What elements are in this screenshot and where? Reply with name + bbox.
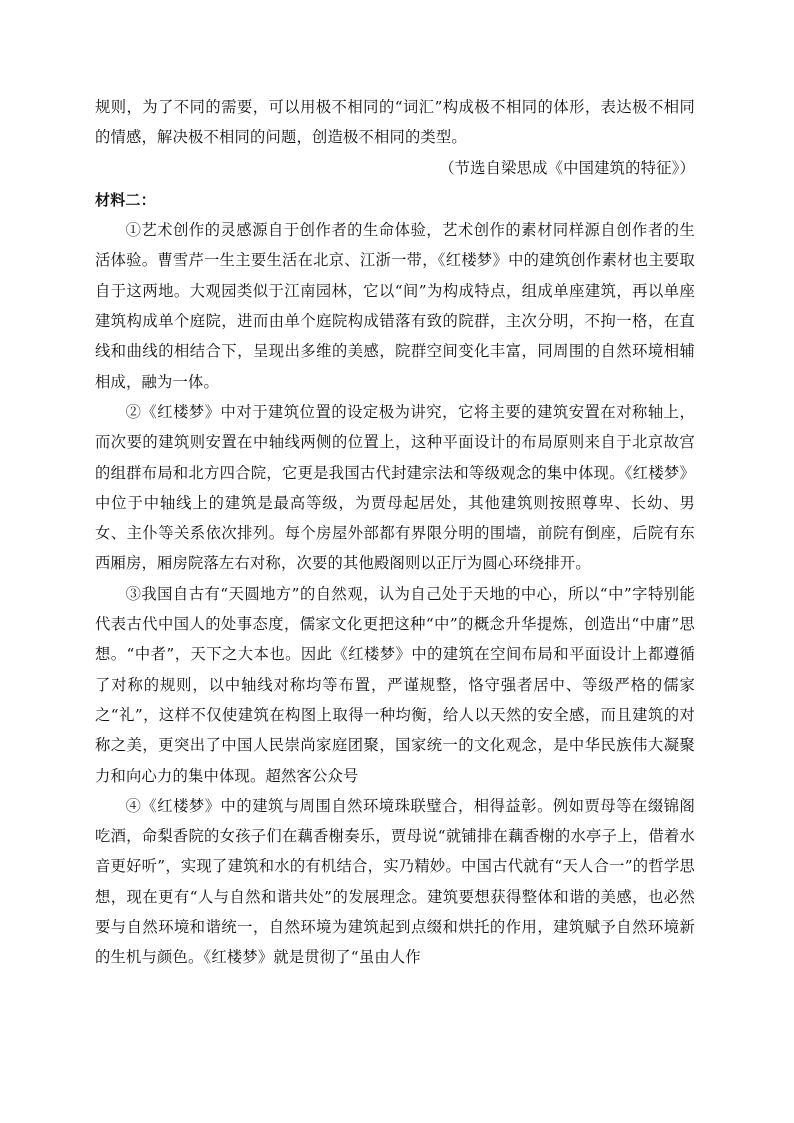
intro-paragraph: 规则，为了不同的需要，可以用极不相同的“词汇”构成极不相同的体形，表达极不相同的情感，解决极不相同的问题，创造极不相同的类型。	[95, 98, 695, 147]
paragraph-3: ③我国自古有“天圆地方”的自然观，认为自己处于天地的中心，所以“中”字特别能代表古代中国人的处事态度，儒家文化更把这种“中”的概念升华提炼，创造出“中庸”思想。“中者”，天下之大本也。因此《红楼梦》中的建筑在空间布局和平面设计上都遵循了对称的规则，以中轴线对称均等布置，严谨规整，恪守强者居中、等级严格的儒家之“礼”，这样不仅使建筑在构图上取得一种均衡，给人以天然的安全感，而且建筑的对称之美，更突出了中国人民崇尚家庭团聚，国家统一的文化观念，是中华民族伟大凝聚力和向心力的集中体现。超然客公众号	[95, 584, 695, 785]
document-body	[95, 92, 695, 973]
paragraph-4: ④《红楼梦》中的建筑与周围自然环境珠联璧合，相得益彰。例如贾母等在缀锦阁吃酒，命梨香院的女孩子们在藕香榭奏乐，贾母说“就铺排在藕香榭的水亭子上，借着水音更好听”，实现了建筑和水的有机结合，实乃精妙。中国古代就有“天人合一”的哲学思想，现在更有“人与自然和谐共处”的发展理念。建筑要想获得整体和谐的美感，也必然要与自然环境和谐统一，自然环境为建筑起到点缀和烘托的作用，建筑赋予自然环境新的生机与颜色。《红楼梦》就是贯彻了“虽由人作	[95, 796, 695, 967]
source-note: （节选自梁思成《中国建筑的特征》）	[439, 158, 695, 177]
section-heading: 材料二：	[95, 190, 156, 209]
paragraph-1: ①艺术创作的灵感源自于创作者的生命体验，艺术创作的素材同样源自创作者的生活体验。曹雪芹一生主要生活在北京、江浙一带，《红楼梦》中的建筑创作素材也主要取自于这两地。大观园类似于江南园林，它以“间”为构成特点，组成单座建筑，再以单座建筑构成单个庭院，进而由单个庭院构成错落有致的院群，主次分明，不拘一格，在直线和曲线的相结合下，呈现出多维的美感，院群空间变化丰富，同周围的自然环境相辅相成，融为一体。	[95, 221, 695, 391]
paragraph-2: ②《红楼梦》中对于建筑位置的设定极为讲究，它将主要的建筑安置在对称轴上，而次要的建筑则安置在中轴线两侧的位置上，这种平面设计的布局原则来自于北京故宫的组群布局和北方四合院，它更是我国古代封建宗法和等级观念的集中体现。《红楼梦》中位于中轴线上的建筑是最高等级，为贾母起居处，其他建筑则按照尊卑、长幼、男女、主仆等关系依次排列。每个房屋外部都有界限分明的围墙，前院有倒座，后院有东西厢房，厢房院落左右对称，次要的其他殿阁则以正厅为圆心环绕排开。	[95, 402, 695, 573]
